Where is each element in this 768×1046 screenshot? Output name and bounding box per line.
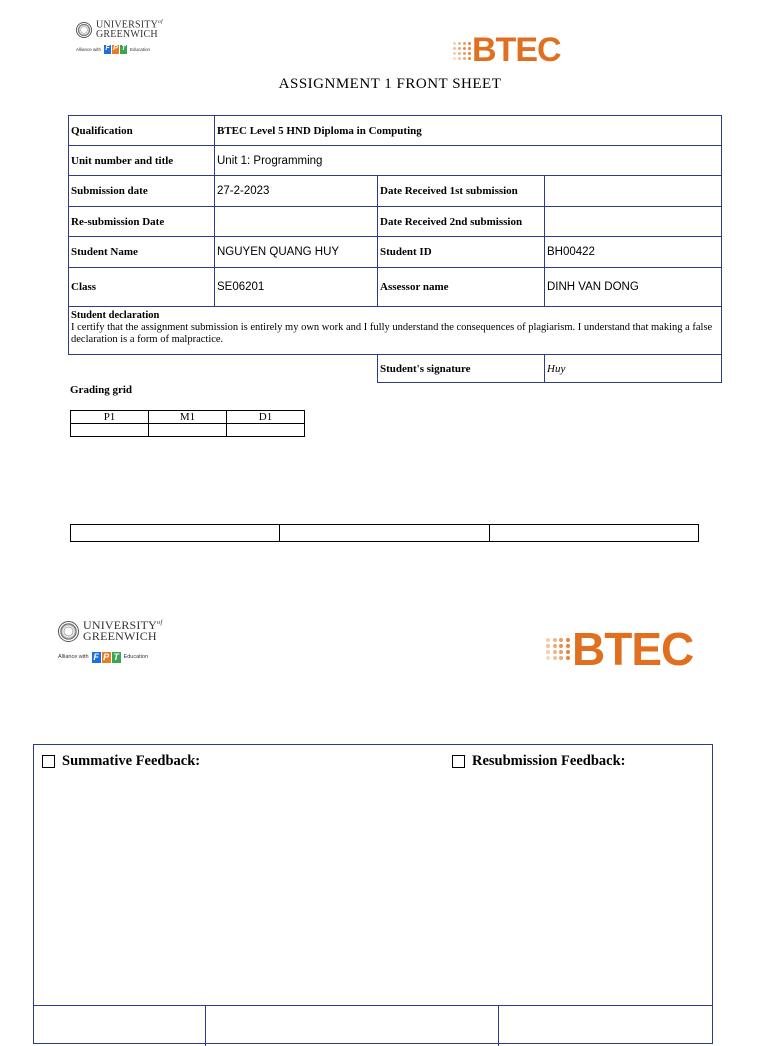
btec-logo [453, 31, 561, 70]
university-line2: GREENWICH [96, 28, 158, 40]
resubmission-feedback-label: Resubmission Feedback: [472, 753, 626, 769]
assessor-label: Assessor name [378, 268, 545, 307]
table-row [71, 525, 699, 542]
table-row [69, 146, 722, 176]
alliance-suffix: Education [130, 47, 151, 53]
page-title: ASSIGNMENT 1 FRONT SHEET [278, 76, 502, 92]
student-name-label: Student Name [69, 237, 215, 268]
grade-cell-d1[interactable] [227, 424, 305, 437]
grade-header-m1: M1 [149, 411, 227, 424]
date-received-1-value [545, 176, 722, 207]
table-row [69, 176, 722, 207]
table-row [71, 424, 305, 437]
declaration-text: I certify that the assignment submission is entirely my own work and I fully understand the consequences of plagiarism. I understand that making a false declaration is a form of malpractice. [71, 322, 713, 345]
university-seal-icon [76, 22, 92, 38]
grading-grid [70, 410, 305, 437]
unit-value: Unit 1: Programming [215, 146, 722, 176]
unit-label: Unit number and title [69, 146, 215, 176]
grading-grid-label: Grading grid [70, 384, 133, 396]
btec-logo-2 [546, 622, 693, 676]
fpt-logo: F P T [93, 651, 119, 662]
student-id-value: BH00422 [545, 237, 722, 268]
btec-dots-icon [453, 42, 471, 60]
feedback-box [33, 744, 713, 1044]
submission-date-value: 27-2-2023 [215, 176, 378, 207]
signature-label: Student's signature [378, 355, 545, 383]
university-line1: UNIVERSITY [83, 618, 157, 632]
grade-cell-m1[interactable] [149, 424, 227, 437]
submission-date-label: Submission date [69, 176, 215, 207]
summative-checkbox[interactable] [42, 755, 55, 768]
table-row [69, 355, 722, 383]
blank-cell [71, 525, 280, 542]
table-row [69, 268, 722, 307]
university-seal-icon [58, 621, 79, 642]
blank-cell [489, 525, 698, 542]
blank-signature-table [70, 524, 699, 542]
table-row [69, 237, 722, 268]
university-logo [76, 20, 163, 54]
student-declaration [69, 307, 722, 355]
alliance-prefix: Alliance with [76, 47, 102, 53]
assessor-value: DINH VAN DONG [545, 268, 722, 307]
summative-feedback-label: Summative Feedback: [62, 753, 201, 769]
declaration-title: Student declaration [71, 310, 160, 321]
table-row [69, 307, 722, 355]
date-received-1-label: Date Received 1st submission [378, 176, 545, 207]
class-label: Class [69, 268, 215, 307]
table-row [71, 411, 305, 424]
grade-header-p1: P1 [71, 411, 149, 424]
resubmission-feedback [452, 753, 625, 770]
student-name-value: NGUYEN QUANG HUY [215, 237, 378, 268]
alliance-prefix: Alliance with [58, 654, 89, 661]
university-line2: GREENWICH [83, 629, 157, 644]
university-of: of [158, 19, 163, 25]
fpt-logo: F P T [105, 45, 126, 53]
qualification-value: BTEC Level 5 HND Diploma in Computing [215, 116, 722, 146]
table-row [69, 207, 722, 237]
btec-text: BTEC [572, 623, 694, 675]
date-received-2-label: Date Received 2nd submission [378, 207, 545, 237]
university-of: of [157, 619, 163, 626]
resubmission-date-value [215, 207, 378, 237]
summative-feedback [42, 753, 200, 770]
btec-dots-icon [546, 638, 570, 660]
university-line1: UNIVERSITY [96, 19, 158, 31]
btec-text: BTEC [472, 31, 561, 69]
qualification-label: Qualification [69, 116, 215, 146]
class-value: SE06201 [215, 268, 378, 307]
feedback-bottom-row [34, 1005, 712, 1046]
student-id-label: Student ID [378, 237, 545, 268]
grade-cell-p1[interactable] [71, 424, 149, 437]
university-logo-2 [58, 620, 163, 663]
front-sheet-table [68, 115, 722, 383]
blank-cell [280, 525, 489, 542]
alliance-suffix: Education [123, 654, 149, 661]
signature-value: Huy [545, 355, 722, 383]
table-row [69, 116, 722, 146]
resubmission-checkbox[interactable] [452, 755, 465, 768]
grade-header-d1: D1 [227, 411, 305, 424]
date-received-2-value [545, 207, 722, 237]
resubmission-date-label: Re-submission Date [69, 207, 215, 237]
